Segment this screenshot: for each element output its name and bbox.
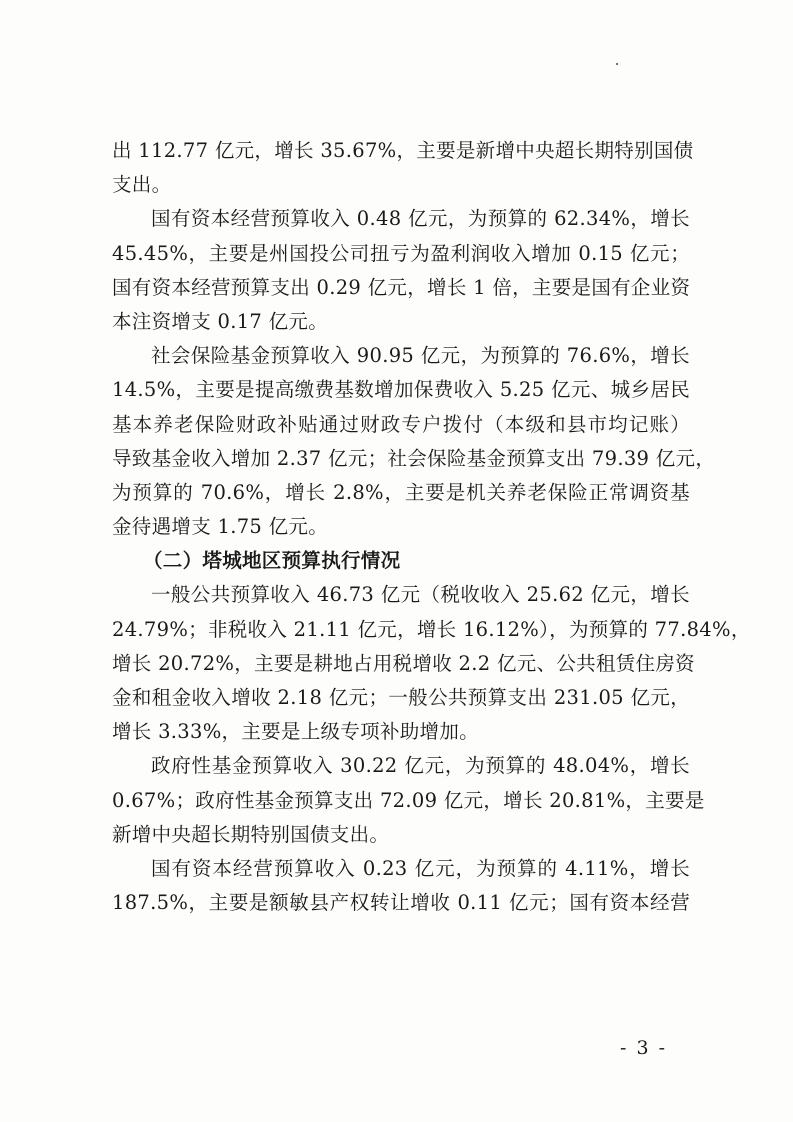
text-line: 0.67%；政府性基金预算支出 72.09 亿元，增长 20.81%，主要是 — [112, 788, 705, 812]
text-line: 国有资本经营预算收入 0.23 亿元，为预算的 4.11%，增长 — [151, 856, 690, 880]
scan-speck — [616, 63, 618, 65]
text-line: 政府性基金预算收入 30.22 亿元，为预算的 48.04%，增长 — [151, 754, 690, 778]
text-line: 24.79%；非税收入 21.11 亿元，增长 16.12%），为预算的 77.84%， — [112, 617, 751, 641]
text-line: 出 112.77 亿元，增长 35.67%，主要是新增中央超长期特别国债 — [112, 139, 694, 162]
text-line: 社会保险基金预算收入 90.95 亿元，为预算的 76.6%，增长 — [151, 344, 690, 368]
text-line: 金待遇增支 1.75 亿元。 — [112, 515, 329, 539]
body-text — [112, 134, 751, 920]
section-heading: （二）塔城地区预算执行情况 — [143, 549, 401, 573]
text-line: 新增中央超长期特别国债支出。 — [112, 822, 390, 846]
text-line: 为预算的 70.6%，增长 2.8%，主要是机关养老保险正常调资基 — [112, 480, 690, 504]
text-line: 国有资本经营预算支出 0.29 亿元，增长 1 倍，主要是国有企业资 — [112, 275, 691, 299]
text-line: 基本养老保险财政补贴通过财政专户拨付（本级和县市均记账） — [112, 412, 690, 436]
text-line: 45.45%，主要是州国投公司扭亏为盈利润收入增加 0.15 亿元； — [112, 241, 690, 265]
text-line: 增长 3.33%，主要是上级专项补助增加。 — [112, 720, 479, 744]
text-line: 导致基金收入增加 2.37 亿元；社会保险基金预算支出 79.39 亿元， — [112, 446, 716, 470]
page-number: - 3 - — [620, 1037, 668, 1059]
text-line: 187.5%，主要是额敏县产权转让增收 0.11 亿元；国有资本经营 — [112, 891, 690, 915]
text-line: 支出。 — [112, 173, 172, 197]
text-line: 本注资增支 0.17 亿元。 — [112, 309, 329, 333]
text-line: 国有资本经营预算收入 0.48 亿元，为预算的 62.34%，增长 — [151, 207, 690, 231]
text-line: 增长 20.72%，主要是耕地占用税增收 2.2 亿元、公共租赁住房资 — [112, 651, 695, 675]
text-line: 金和租金收入增收 2.18 亿元；一般公共预算支出 231.05 亿元， — [112, 686, 690, 709]
text-line: 一般公共预算收入 46.73 亿元（税收收入 25.62 亿元，增长 — [151, 583, 690, 607]
text-line: 14.5%，主要是提高缴费基数增加保费收入 5.25 亿元、城乡居民 — [112, 378, 690, 402]
